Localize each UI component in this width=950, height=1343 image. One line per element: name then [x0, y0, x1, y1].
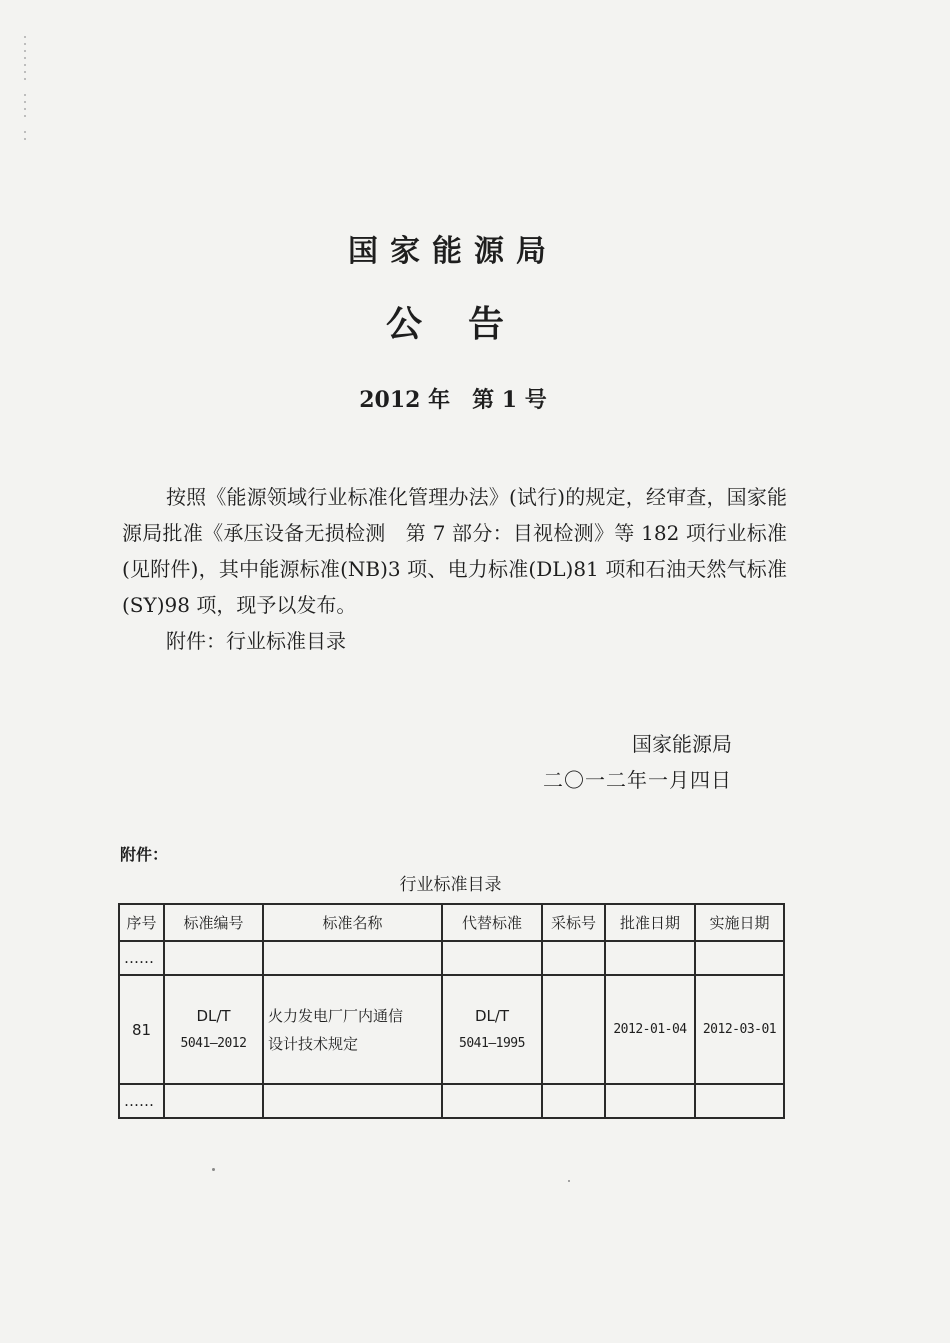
row-approval-date: 2012-01-04	[605, 975, 695, 1084]
issue-number: 2012 年 第 1 号	[359, 387, 547, 413]
margin-marks	[24, 36, 28, 145]
row-code	[164, 975, 263, 1084]
col-header-name: 标准名称	[263, 904, 442, 941]
col-header-adopted: 采标号	[542, 904, 605, 941]
col-header-seq: 序号	[119, 904, 164, 941]
row-replaced-line1: DL/T	[474, 1006, 510, 1025]
signature-date: 二〇一二年一月四日	[543, 768, 732, 792]
table-row-ellipsis-bottom	[119, 1084, 784, 1118]
row-name-line2: 设计技术规定	[268, 1034, 359, 1053]
standards-table	[118, 903, 785, 1119]
document-type: 公告	[385, 304, 550, 345]
row-code-line2: 5041—2012	[180, 1035, 247, 1051]
row-replaced-line2: 5041—1995	[459, 1035, 525, 1051]
table-row-ellipsis-top	[119, 941, 784, 975]
announcement-paragraph: 按照《能源领域行业标准化管理办法》(试行)的规定，经审查，国家能源局批准《承压设备无损检测 第 7 部分：目视检测》等 182 项行业标准(见附件)，其中能源标准(NB)3 项、电力标准(DL)81 项和石油天然气标准(SY)98 项，现予以发布。	[122, 485, 787, 617]
row-name-line1: 火力发电厂厂内通信	[268, 1006, 404, 1025]
ellipsis-cell: ……	[119, 1084, 164, 1118]
table-header-row	[119, 904, 784, 941]
table-row	[119, 975, 784, 1084]
row-name	[263, 975, 442, 1084]
col-header-replaced: 代替标准	[442, 904, 542, 941]
row-effective-date: 2012-03-01	[695, 975, 784, 1084]
row-seq: 81	[119, 975, 164, 1084]
table-title: 行业标准目录	[399, 875, 502, 895]
scan-speck	[568, 1180, 570, 1182]
col-header-approval-date: 批准日期	[605, 904, 695, 941]
scan-speck	[212, 1168, 215, 1171]
org-title: 国家能源局	[348, 234, 558, 269]
ellipsis-cell: ……	[119, 941, 164, 975]
col-header-code: 标准编号	[164, 904, 263, 941]
row-replaced	[442, 975, 542, 1084]
signature-org: 国家能源局	[632, 732, 732, 756]
attachment-label: 附件：	[120, 845, 169, 864]
announcement-body	[122, 479, 787, 659]
row-adopted	[542, 975, 605, 1084]
col-header-effective-date: 实施日期	[695, 904, 784, 941]
row-code-line1: DL/T	[196, 1006, 231, 1025]
attachment-reference: 附件：行业标准目录	[166, 629, 346, 653]
